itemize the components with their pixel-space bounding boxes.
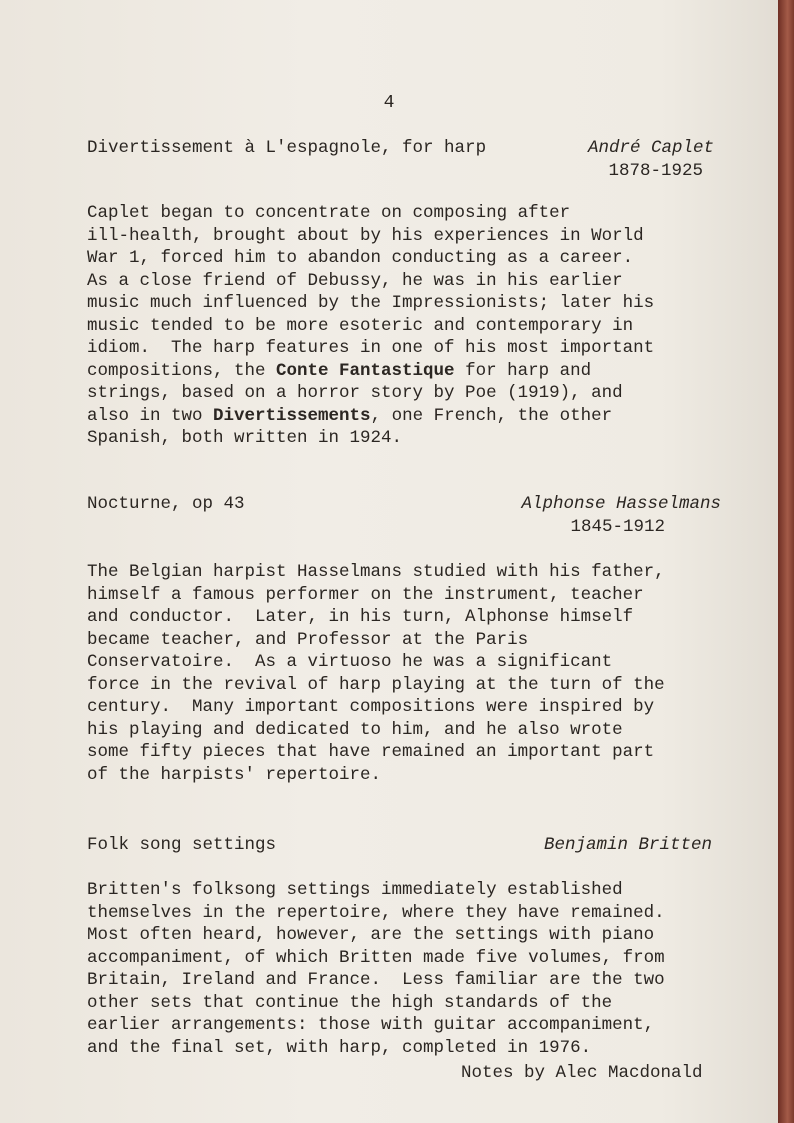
- composer-dates: 1878-1925: [608, 161, 703, 181]
- notes-credit: Notes by Alec Macdonald: [461, 1063, 703, 1083]
- text-line: century. Many important compositions were inspired by: [87, 697, 655, 717]
- text-line: of the harpists' repertoire.: [87, 764, 382, 785]
- text-line: Caplet began to concentrate on composing after: [87, 203, 571, 223]
- text-line: strings, based on a horror story by Poe (1919), and: [87, 383, 623, 403]
- piece-title: Divertissement à L'espagnole, for harp: [87, 138, 487, 158]
- text-line: also in two Divertissements, one French, the other: [87, 405, 613, 426]
- text-line: compositions, the Conte Fantastique for harp and: [87, 360, 592, 381]
- composer-name: Benjamin Britten: [543, 835, 712, 855]
- text-line: Conservatoire. As a virtuoso he was a significant: [87, 652, 613, 672]
- section-text-hasselmans: [87, 561, 747, 786]
- text-line: Spanish, both written in 1924.: [87, 428, 403, 448]
- piece-title: Folk song settings: [87, 835, 277, 855]
- page-number: 4: [383, 93, 395, 113]
- text-line: accompaniment, of which Britten made five volumes, from: [87, 947, 665, 968]
- piece-title: Nocturne, op 43: [87, 494, 245, 514]
- text-line: The Belgian harpist Hasselmans studied with his father,: [87, 562, 665, 582]
- text-line: his playing and dedicated to him, and he also wrote: [87, 719, 623, 740]
- text-line: became teacher, and Professor at the Paris: [87, 629, 529, 650]
- text-line: force in the revival of harp playing at the turn of the: [87, 674, 665, 695]
- section-heading-britten: [87, 834, 727, 858]
- composer-name: André Caplet: [587, 138, 714, 158]
- text-line: Most often heard, however, are the settings with piano: [87, 925, 655, 945]
- section-text-caplet: [87, 202, 747, 450]
- text-line: some fifty pieces that have remained an important part: [87, 742, 655, 762]
- work-title-divertissements: Divertissements: [213, 405, 371, 426]
- text-line: music tended to be more esoteric and contemporary in: [87, 315, 634, 336]
- composer-name: Alphonse Hasselmans: [521, 494, 721, 514]
- text-line: idiom. The harp features in one of his most important: [87, 338, 655, 358]
- text-line: War 1, forced him to abandon conducting as a career.: [87, 248, 634, 268]
- text-line: Britten's folksong settings immediately established: [87, 880, 623, 900]
- text-line: Britain, Ireland and France. Less familiar are the two: [87, 970, 665, 990]
- text-line: themselves in the repertoire, where they have remained.: [87, 902, 665, 923]
- section-heading-hasselmans: [87, 493, 727, 539]
- text-line: himself a famous performer on the instrument, teacher: [87, 584, 644, 605]
- composer-dates: 1845-1912: [570, 517, 665, 537]
- text-line: other sets that continue the high standards of the: [87, 992, 613, 1013]
- text-line: music much influenced by the Impressionists; later his: [87, 293, 655, 313]
- section-text-britten: [87, 879, 747, 1059]
- text-line: and the final set, with harp, completed in 1976.: [87, 1037, 592, 1058]
- cover-edge: [778, 0, 794, 1123]
- section-heading-caplet: [87, 137, 727, 183]
- text-line: and conductor. Later, in his turn, Alphonse himself: [87, 607, 634, 627]
- work-title-conte-fantastique: Conte Fantastique: [276, 360, 455, 381]
- text-line: ill-health, brought about by his experiences in World: [87, 225, 644, 246]
- text-line: earlier arrangements: those with guitar accompaniment,: [87, 1015, 655, 1035]
- text-line: As a close friend of Debussy, he was in his earlier: [87, 270, 623, 291]
